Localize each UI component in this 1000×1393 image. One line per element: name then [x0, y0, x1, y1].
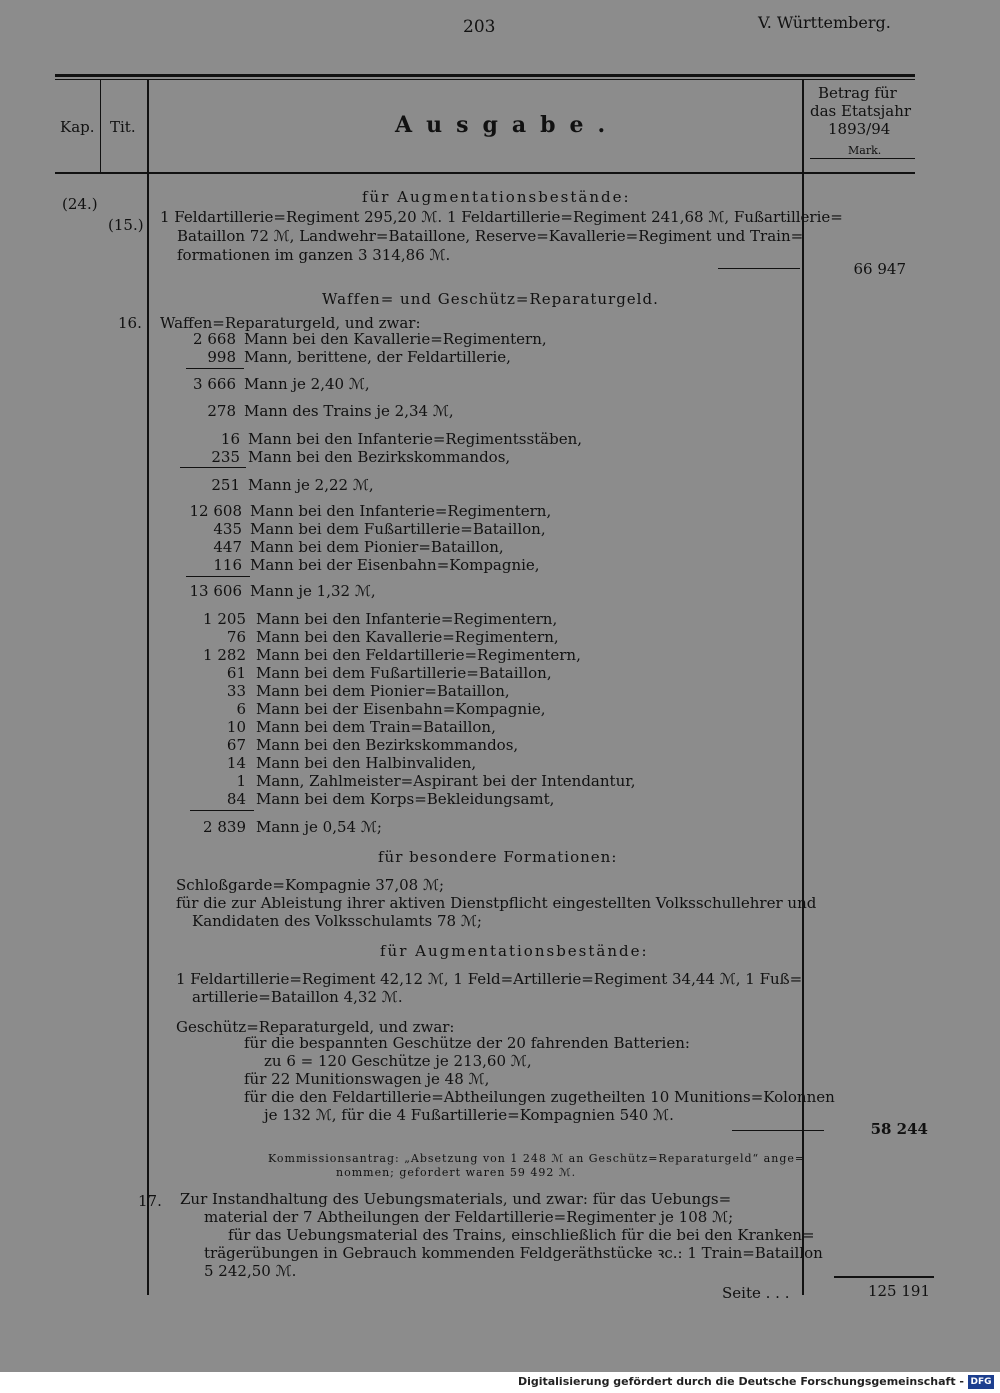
besondere-line-2: für die zur Ableistung ihrer aktiven Dienstpflicht eingestellten Volksschullehrer und [176, 894, 817, 912]
tit-17: 17. [138, 1192, 162, 1210]
g1-n1: 2 668 [193, 330, 236, 348]
g3-n1: 12 608 [189, 502, 242, 520]
g4-t11: Mann bei dem Korps=Bekleidungsamt, [256, 790, 555, 808]
col-divider-kap [100, 80, 101, 172]
g1-t1: Mann bei den Kavallerie=Regimentern, [244, 330, 547, 348]
tit-16: 16. [118, 314, 142, 332]
augment-1-line-3: formationen im ganzen 3 314,86 ℳ. [177, 246, 451, 264]
t17-line-1: Zur Instandhaltung des Uebungsmaterials, und zwar: für das Uebungs= [180, 1190, 732, 1208]
g3-total-n: 13 606 [189, 582, 242, 600]
g3-total-t: Mann je 1,32 ℳ, [250, 582, 376, 600]
running-head: V. Württemberg. [758, 13, 891, 32]
g4-n5: 33 [226, 682, 246, 700]
augment-2-line-2: artillerie=Bataillon 4,32 ℳ. [192, 988, 403, 1006]
g4-t3: Mann bei den Feldartillerie=Regimentern, [256, 646, 581, 664]
augment-1-rule [718, 268, 800, 269]
g3-rule [186, 576, 250, 577]
g4-n8: 67 [226, 736, 246, 754]
waffen-intro: Waffen=Reparaturgeld, und zwar: [160, 314, 421, 332]
heading-besondere: für besondere Formationen: [378, 848, 618, 866]
g4-t9: Mann bei den Halbinvaliden, [256, 754, 477, 772]
col-header-tit: Tit. [110, 118, 136, 136]
g2-n1: 16 [220, 430, 240, 448]
g4-t1: Mann bei den Infanterie=Regimentern, [256, 610, 558, 628]
g2-t2: Mann bei den Bezirkskommandos, [248, 448, 511, 466]
g4-n3: 1 282 [203, 646, 246, 664]
amount-58244: 58 244 [870, 1120, 928, 1138]
footer-text: Digitalisierung gefördert durch die Deutsche Forschungsgemeinschaft - [517, 1375, 964, 1388]
augment-1-line-2: Bataillon 72 ℳ, Landwehr=Bataillone, Reserve=Kavallerie=Regiment und Train= [177, 227, 804, 245]
tit-15: (15.) [108, 216, 144, 234]
g1-total-n: 3 666 [193, 375, 236, 393]
g1-n2: 998 [207, 348, 236, 366]
seite-label: Seite . . . [722, 1284, 790, 1302]
g3-n4: 116 [213, 556, 242, 574]
g4-n11: 84 [226, 790, 246, 808]
heading-waffen: Waffen= und Geschütz=Reparaturgeld. [322, 290, 659, 308]
g4-t8: Mann bei den Bezirkskommandos, [256, 736, 519, 754]
g4-n2: 76 [226, 628, 246, 646]
augment-2-line-1: 1 Feldartillerie=Regiment 42,12 ℳ, 1 Feld=Artillerie=Regiment 34,44 ℳ, 1 Fuß= [176, 970, 803, 988]
g4-total-t: Mann je 0,54 ℳ; [256, 818, 382, 836]
col-header-betrag-2: das Etatsjahr [810, 102, 912, 120]
g4-t10: Mann, Zahlmeister=Aspirant bei der Intendantur, [256, 772, 636, 790]
g4-t4: Mann bei dem Fußartillerie=Bataillon, [256, 664, 552, 682]
total-rule [834, 1276, 934, 1278]
kap-24: (24.) [62, 195, 98, 213]
page-number: 203 [463, 17, 496, 37]
besondere-line-1: Schloßgarde=Kompagnie 37,08 ℳ; [176, 876, 445, 894]
waffen-rule [732, 1130, 824, 1131]
g4-n10: 1 [236, 772, 246, 790]
table-header-rule [55, 172, 915, 174]
g1b-t: Mann des Trains je 2,34 ℳ, [244, 402, 454, 420]
amount-total: 125 191 [867, 1282, 930, 1300]
g1-total-t: Mann je 2,40 ℳ, [244, 375, 370, 393]
g4-t5: Mann bei dem Pionier=Bataillon, [256, 682, 510, 700]
col-header-kap: Kap. [60, 118, 95, 136]
augment-1-line-1: 1 Feldartillerie=Regiment 295,20 ℳ. 1 Feldartillerie=Regiment 241,68 ℳ, Fußartillerie= [160, 208, 843, 226]
amount-66947: 66 947 [853, 260, 906, 278]
g3-t2: Mann bei dem Fußartillerie=Bataillon, [250, 520, 546, 538]
g1b-n: 278 [207, 402, 236, 420]
g1-t2: Mann, berittene, der Feldartillerie, [244, 348, 511, 366]
g4-t7: Mann bei dem Train=Bataillon, [256, 718, 496, 736]
g4-n6: 6 [236, 700, 246, 718]
kommission-line-1: Kommissionsantrag: „Absetzung von 1 248 ℳ an Geschütz=Reparaturgeld“ ange= [268, 1152, 806, 1165]
g3-t1: Mann bei den Infanterie=Regimentern, [250, 502, 552, 520]
g3-n3: 447 [213, 538, 242, 556]
betrag-rule [810, 158, 915, 159]
geschuetz-intro: Geschütz=Reparaturgeld, und zwar: [176, 1018, 455, 1036]
col-divider-amount [802, 80, 804, 1295]
col-header-ausgabe: Ausgabe. [395, 112, 620, 138]
t17-line-2: material der 7 Abtheilungen der Feldartillerie=Regimenter je 108 ℳ; [204, 1208, 734, 1226]
g2-rule [180, 467, 246, 468]
geschuetz-line-2: zu 6 = 120 Geschütze je 213,60 ℳ, [264, 1052, 532, 1070]
col-header-mark: Mark. [848, 144, 882, 157]
heading-augmentation-1: für Augmentationsbestände: [362, 188, 631, 206]
g2-n2: 235 [211, 448, 240, 466]
t17-line-5: 5 242,50 ℳ. [204, 1262, 297, 1280]
g4-t2: Mann bei den Kavallerie=Regimentern, [256, 628, 559, 646]
g4-t6: Mann bei der Eisenbahn=Kompagnie, [256, 700, 546, 718]
dfg-logo: DFG [968, 1375, 994, 1389]
geschuetz-line-1: für die bespannten Geschütze der 20 fahrenden Batterien: [244, 1034, 690, 1052]
col-header-betrag-1: Betrag für [818, 84, 897, 102]
t17-line-3: für das Uebungsmaterial des Trains, einschließlich für die bei den Kranken= [228, 1226, 815, 1244]
g4-n9: 14 [226, 754, 246, 772]
g2-t1: Mann bei den Infanterie=Regimentsstäben, [248, 430, 583, 448]
kommission-line-2: nommen; gefordert waren 59 492 ℳ. [336, 1166, 577, 1179]
g3-t4: Mann bei der Eisenbahn=Kompagnie, [250, 556, 540, 574]
geschuetz-line-4: für die den Feldartillerie=Abtheilungen zugetheilten 10 Munitions=Kolonnen [244, 1088, 835, 1106]
table-top-rule [55, 74, 915, 77]
g3-t3: Mann bei dem Pionier=Bataillon, [250, 538, 504, 556]
geschuetz-line-3: für 22 Munitionswagen je 48 ℳ, [244, 1070, 490, 1088]
col-header-betrag-3: 1893/94 [828, 120, 891, 138]
geschuetz-line-5: je 132 ℳ, für die 4 Fußartillerie=Kompagnien 540 ℳ. [264, 1106, 674, 1124]
table-top-rule-thin [55, 79, 915, 80]
g2-total-t: Mann je 2,22 ℳ, [248, 476, 374, 494]
g3-n2: 435 [213, 520, 242, 538]
g4-total-n: 2 839 [203, 818, 246, 836]
g4-rule [190, 810, 254, 811]
g4-n4: 61 [226, 664, 246, 682]
digitization-footer [0, 1372, 1000, 1393]
g4-n7: 10 [226, 718, 246, 736]
t17-line-4: trägerübungen in Gebrauch kommenden Feldgeräthstücke ꝛc.: 1 Train=Bataillon [204, 1244, 823, 1262]
g2-total-n: 251 [211, 476, 240, 494]
g4-n1: 1 205 [203, 610, 246, 628]
g1-rule [186, 368, 244, 369]
besondere-line-3: Kandidaten des Volksschulamts 78 ℳ; [192, 912, 482, 930]
col-divider-tit [147, 80, 149, 1295]
heading-augmentation-2: für Augmentationsbestände: [380, 942, 649, 960]
